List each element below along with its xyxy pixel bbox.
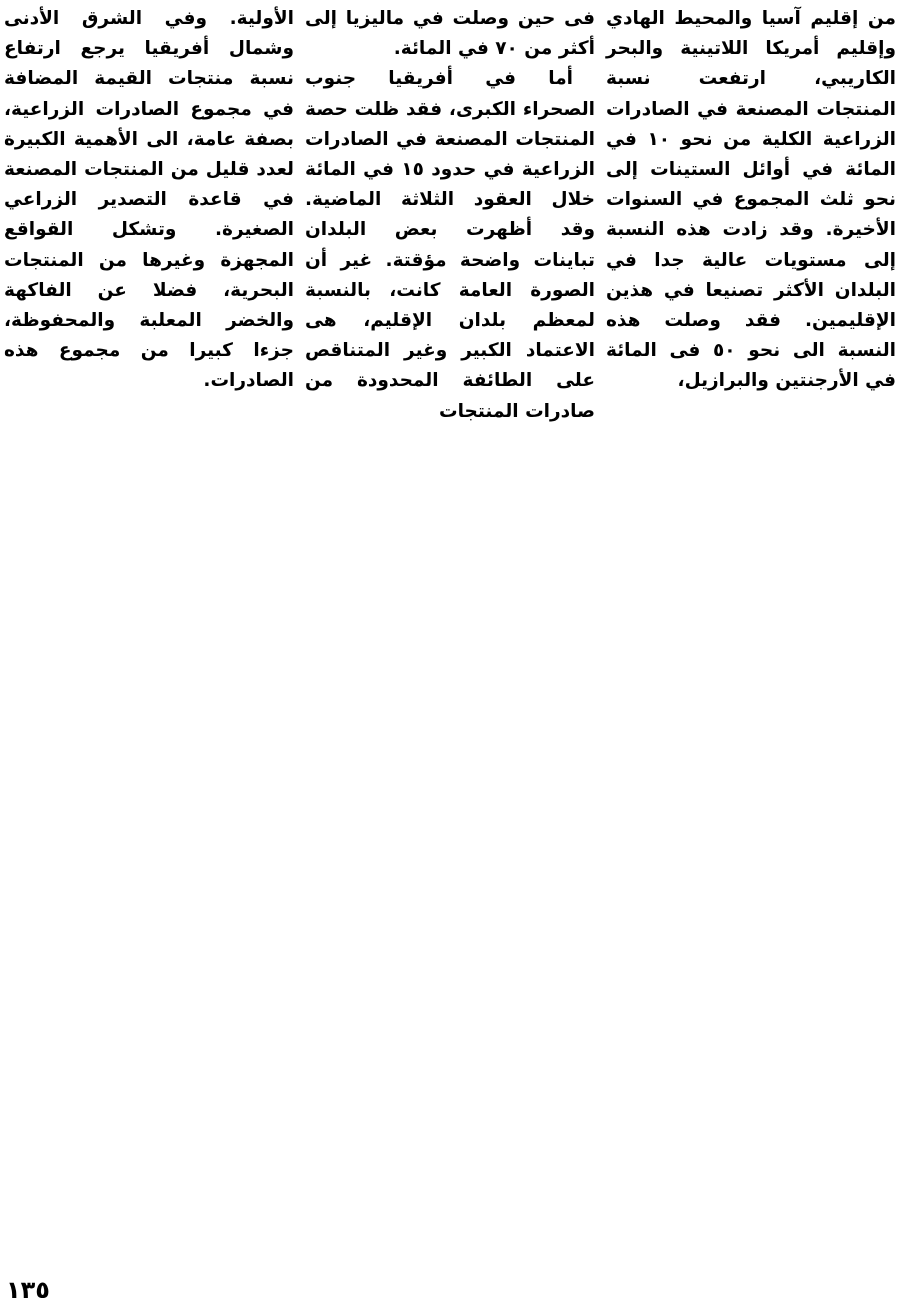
paragraph: فى حين وصلت في ماليزيا إلى أكثر من ٧٠ في المائة. [305, 8, 595, 60]
column-middle [305, 4, 595, 427]
paragraph: الأولية. وفي الشرق الأدنى وشمال أفريقيا يرجع ارتفاع نسبة منتجات القيمة المضافة في مجموع الصادرات الزراعية، بصفة عامة، الى الأهمية الكبيرة لعدد قليل من المنتجات المصنعة في قاعدة التصدير الزراعي الصغيرة. وتشكل القواقع المجهزة وغيرها من المنتجات البحرية، فضلا عن الفاكهة والخضر المعلبة والمحفوظة، جزءا كبيرا من مجموع هذه الصادرات. [4, 8, 294, 392]
text-columns [4, 4, 896, 427]
column-left [4, 4, 294, 427]
column-right [606, 4, 896, 427]
paragraph: من إقليم آسيا والمحيط الهادي وإقليم أمريكا اللاتينية والبحر الكاريبي، ارتفعت نسبة المنتجات المصنعة في الصادرات الزراعية الكلية من نحو ١٠ في المائة في أوائل الستينات إلى نحو ثلث المجموع في السنوات الأخيرة. وقد زادت هذه النسبة إلى مستويات عالية جدا في البلدان الأكثر تصنيعا في هذين الإقليمين. فقد وصلت هذه النسبة الى نحو ٥٠ فى المائة في الأرجنتين والبرازيل، [606, 8, 896, 392]
paragraph: أما في أفريقيا جنوب الصحراء الكبرى، فقد ظلت حصة المنتجات المصنعة في الصادرات الزراعية في حدود ١٥ في المائة خلال العقود الثلاثة الماضية. وقد أظهرت بعض البلدان تباينات واضحة مؤقتة. غير أن الصورة العامة كانت، بالنسبة لمعظم بلدان الإقليم، هى الاعتماد الكبير وغير المتناقص على الطائفة المحدودة من صادرات المنتجات [305, 68, 595, 422]
page-number: ١٣٥ [6, 1276, 50, 1304]
